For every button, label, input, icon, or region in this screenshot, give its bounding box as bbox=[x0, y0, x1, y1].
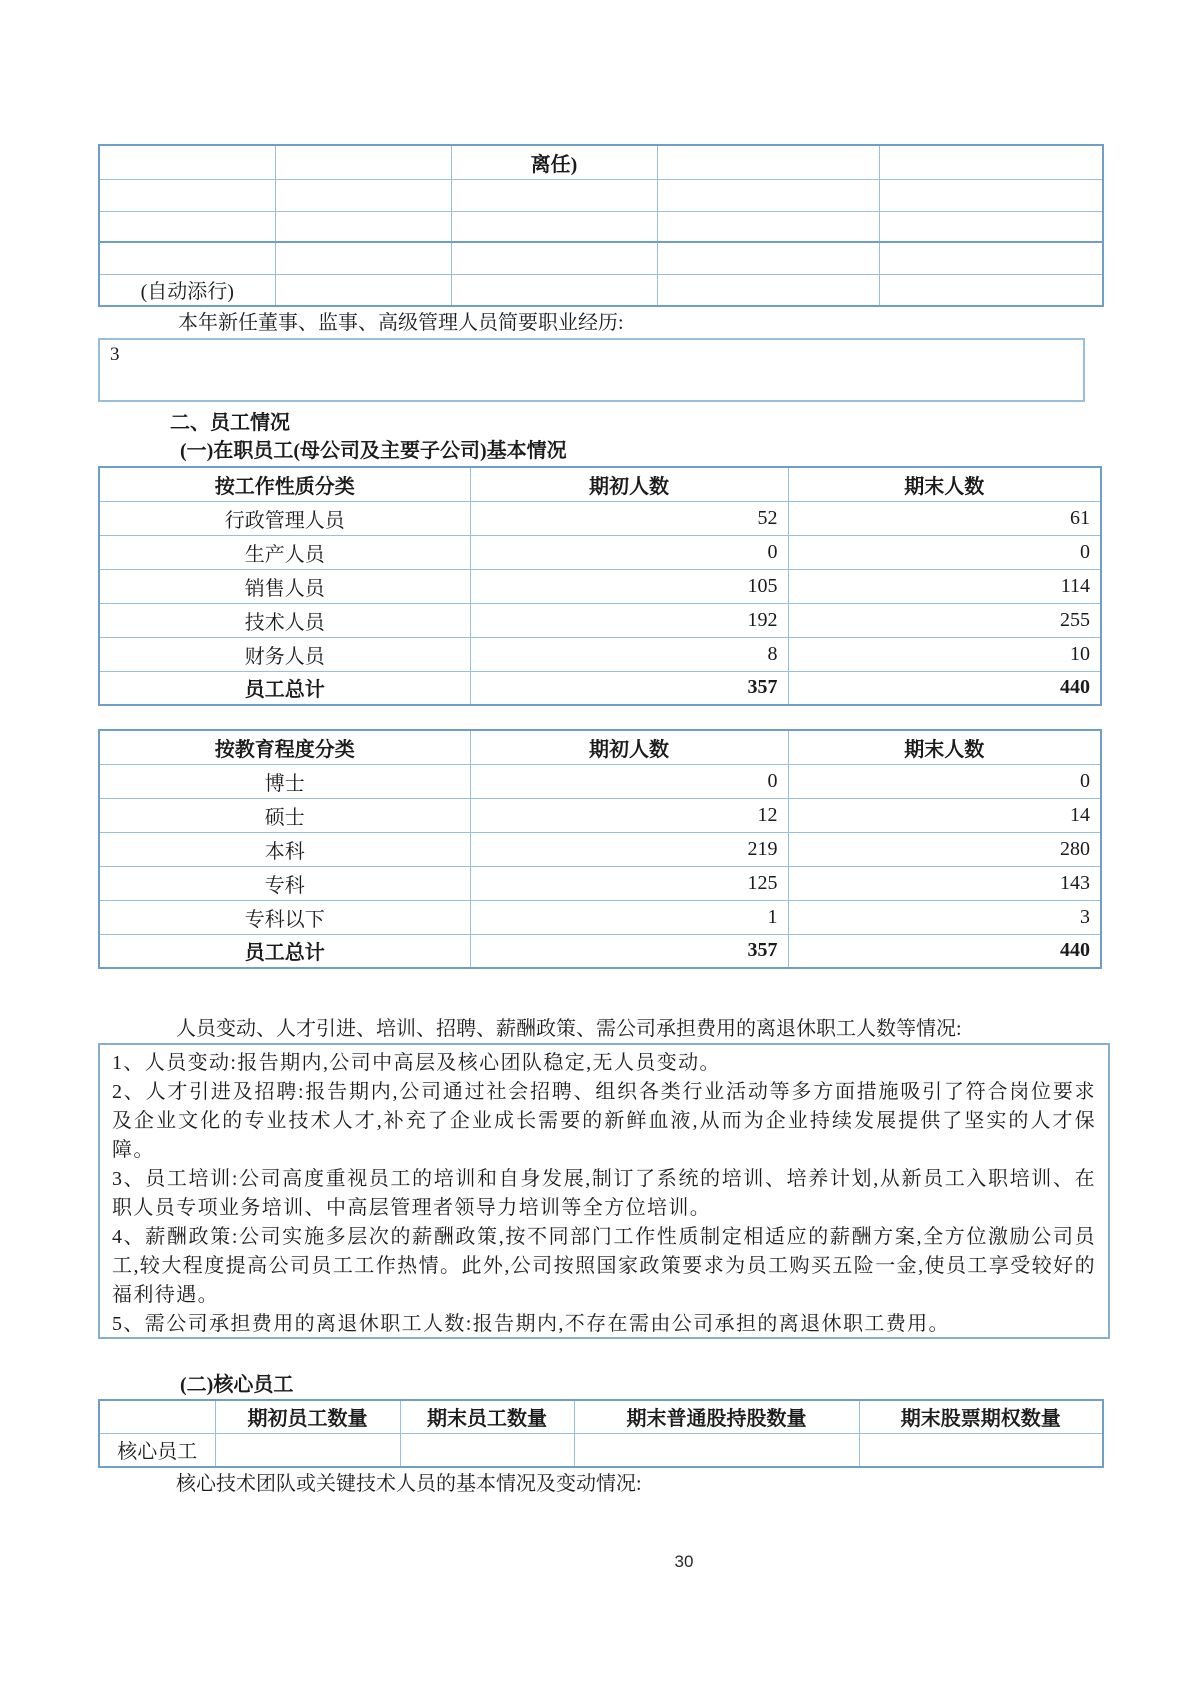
table-cell bbox=[275, 242, 451, 274]
table-row bbox=[99, 274, 1103, 306]
table-cell bbox=[657, 242, 879, 274]
table-header-row bbox=[99, 730, 1101, 764]
column-header: 期末普通股持股数量 bbox=[574, 1400, 859, 1433]
table-cell bbox=[879, 274, 1103, 306]
end-count: 10 bbox=[788, 637, 1101, 671]
end-count: 3 bbox=[788, 900, 1101, 934]
employees-by-job-table bbox=[98, 466, 1102, 706]
table-cell bbox=[879, 145, 1103, 179]
directors-departure-table bbox=[98, 144, 1104, 307]
row-label: 硕士 bbox=[99, 798, 470, 832]
hr-note-item: 1、人员变动:报告期内,公司中高层及核心团队稳定,无人员变动。 bbox=[112, 1052, 721, 1074]
row-label: 专科以下 bbox=[99, 900, 470, 934]
table-total-row bbox=[99, 671, 1101, 705]
hr-note-item: 2、人才引进及招聘:报告期内,公司通过社会招聘、组织各类行业活动等多方面措施吸引了符合岗位要求及企业文化的专业技术人才,补充了企业成长需要的新鲜血液,从而为企业持续发展提供了坚实的人才保障。 bbox=[112, 1081, 1096, 1161]
table-cell bbox=[99, 145, 275, 179]
end-count: 14 bbox=[788, 798, 1101, 832]
end-count: 0 bbox=[788, 535, 1101, 569]
table-header-row bbox=[99, 467, 1101, 501]
table-cell bbox=[400, 1433, 574, 1467]
hr-note-item: 4、薪酬政策:公司实施多层次的薪酬政策,按不同部门工作性质制定相适应的薪酬方案,全方位激励公司员工,较大程度提高公司员工工作热情。此外,公司按照国家政策要求为员工购买五险一金,使员工享受较好的福利待遇。 bbox=[112, 1226, 1096, 1306]
table-cell bbox=[859, 1433, 1103, 1467]
column-header: 期初员工数量 bbox=[215, 1400, 400, 1433]
table-row bbox=[99, 569, 1101, 603]
table-header-row bbox=[99, 1400, 1103, 1433]
table-row bbox=[99, 145, 1103, 179]
table-cell bbox=[99, 211, 275, 242]
table-cell bbox=[451, 274, 657, 306]
row-label: 专科 bbox=[99, 866, 470, 900]
row-label: 核心员工 bbox=[99, 1433, 215, 1467]
bio-box-value: 3 bbox=[110, 344, 120, 365]
end-count: 280 bbox=[788, 832, 1101, 866]
bio-text-box bbox=[98, 338, 1085, 402]
table-cell bbox=[99, 1400, 215, 1433]
begin-count: 219 bbox=[470, 832, 788, 866]
column-header: 按工作性质分类 bbox=[99, 467, 470, 501]
hr-note-item: 3、员工培训:公司高度重视员工的培训和自身发展,制订了系统的培训、培养计划,从新员工入职培训、在职人员专项业务培训、中高层管理者领导力培训等全方位培训。 bbox=[112, 1168, 1096, 1219]
subsection-title-active-employees: (一)在职员工(母公司及主要子公司)基本情况 bbox=[180, 440, 567, 462]
employees-by-education-table bbox=[98, 729, 1102, 969]
core-employees-table bbox=[98, 1399, 1104, 1468]
column-header: 期末人数 bbox=[788, 467, 1101, 501]
table-cell bbox=[879, 211, 1103, 242]
row-label: 博士 bbox=[99, 764, 470, 798]
table-total-row bbox=[99, 934, 1101, 968]
hr-notes-box bbox=[98, 1043, 1110, 1339]
begin-count: 0 bbox=[470, 535, 788, 569]
column-header: 期末股票期权数量 bbox=[859, 1400, 1103, 1433]
begin-count: 12 bbox=[470, 798, 788, 832]
table-cell bbox=[275, 211, 451, 242]
column-header: 期末员工数量 bbox=[400, 1400, 574, 1433]
table-row bbox=[99, 764, 1101, 798]
table-row bbox=[99, 242, 1103, 274]
column-header: 期末人数 bbox=[788, 730, 1101, 764]
table-cell bbox=[657, 274, 879, 306]
table-cell bbox=[99, 242, 275, 274]
table-cell bbox=[657, 179, 879, 211]
table-cell bbox=[275, 274, 451, 306]
end-count: 61 bbox=[788, 501, 1101, 535]
row-label: 生产人员 bbox=[99, 535, 470, 569]
begin-count: 1 bbox=[470, 900, 788, 934]
table-cell bbox=[99, 179, 275, 211]
table-cell bbox=[275, 179, 451, 211]
begin-count: 8 bbox=[470, 637, 788, 671]
table-row bbox=[99, 1433, 1103, 1467]
begin-count: 0 bbox=[470, 764, 788, 798]
total-end: 440 bbox=[788, 934, 1101, 968]
table-row bbox=[99, 832, 1101, 866]
end-count: 143 bbox=[788, 866, 1101, 900]
row-label: 财务人员 bbox=[99, 637, 470, 671]
core-team-note: 核心技术团队或关键技术人员的基本情况及变动情况: bbox=[176, 1473, 642, 1495]
row-label: 技术人员 bbox=[99, 603, 470, 637]
end-count: 255 bbox=[788, 603, 1101, 637]
column-header: 期初人数 bbox=[470, 467, 788, 501]
table-cell bbox=[451, 211, 657, 242]
subsection-title-core-employees: (二)核心员工 bbox=[180, 1374, 294, 1396]
table-cell bbox=[574, 1433, 859, 1467]
table-cell bbox=[657, 211, 879, 242]
table-cell bbox=[657, 145, 879, 179]
bio-heading: 本年新任董事、监事、高级管理人员简要职业经历: bbox=[178, 312, 624, 334]
total-begin: 357 bbox=[470, 671, 788, 705]
table-row bbox=[99, 900, 1101, 934]
table-cell bbox=[451, 179, 657, 211]
table-row bbox=[99, 798, 1101, 832]
hr-notes-intro: 人员变动、人才引进、培训、招聘、薪酬政策、需公司承担费用的离退休职工人数等情况: bbox=[176, 1018, 962, 1040]
table-row bbox=[99, 603, 1101, 637]
auto-add-row-cell: (自动添行) bbox=[99, 274, 275, 306]
column-header: 期初人数 bbox=[470, 730, 788, 764]
table-row bbox=[99, 501, 1101, 535]
row-label: 销售人员 bbox=[99, 569, 470, 603]
departure-header-cell: 离任) bbox=[451, 145, 657, 179]
section-title-employees: 二、员工情况 bbox=[170, 412, 290, 434]
total-end: 440 bbox=[788, 671, 1101, 705]
table-row bbox=[99, 179, 1103, 211]
begin-count: 52 bbox=[470, 501, 788, 535]
end-count: 114 bbox=[788, 569, 1101, 603]
end-count: 0 bbox=[788, 764, 1101, 798]
begin-count: 192 bbox=[470, 603, 788, 637]
hr-note-item: 5、需公司承担费用的离退休职工人数:报告期内,不存在需由公司承担的离退休职工费用。 bbox=[112, 1313, 950, 1335]
begin-count: 125 bbox=[470, 866, 788, 900]
column-header: 按教育程度分类 bbox=[99, 730, 470, 764]
row-label: 本科 bbox=[99, 832, 470, 866]
page-number: 30 bbox=[674, 1552, 694, 1571]
table-row bbox=[99, 866, 1101, 900]
total-begin: 357 bbox=[470, 934, 788, 968]
table-cell bbox=[275, 145, 451, 179]
total-label: 员工总计 bbox=[99, 934, 470, 968]
table-cell bbox=[879, 242, 1103, 274]
row-label: 行政管理人员 bbox=[99, 501, 470, 535]
table-row bbox=[99, 535, 1101, 569]
begin-count: 105 bbox=[470, 569, 788, 603]
table-row bbox=[99, 637, 1101, 671]
table-cell bbox=[451, 242, 657, 274]
table-row bbox=[99, 211, 1103, 242]
table-cell bbox=[879, 179, 1103, 211]
total-label: 员工总计 bbox=[99, 671, 470, 705]
table-cell bbox=[215, 1433, 400, 1467]
